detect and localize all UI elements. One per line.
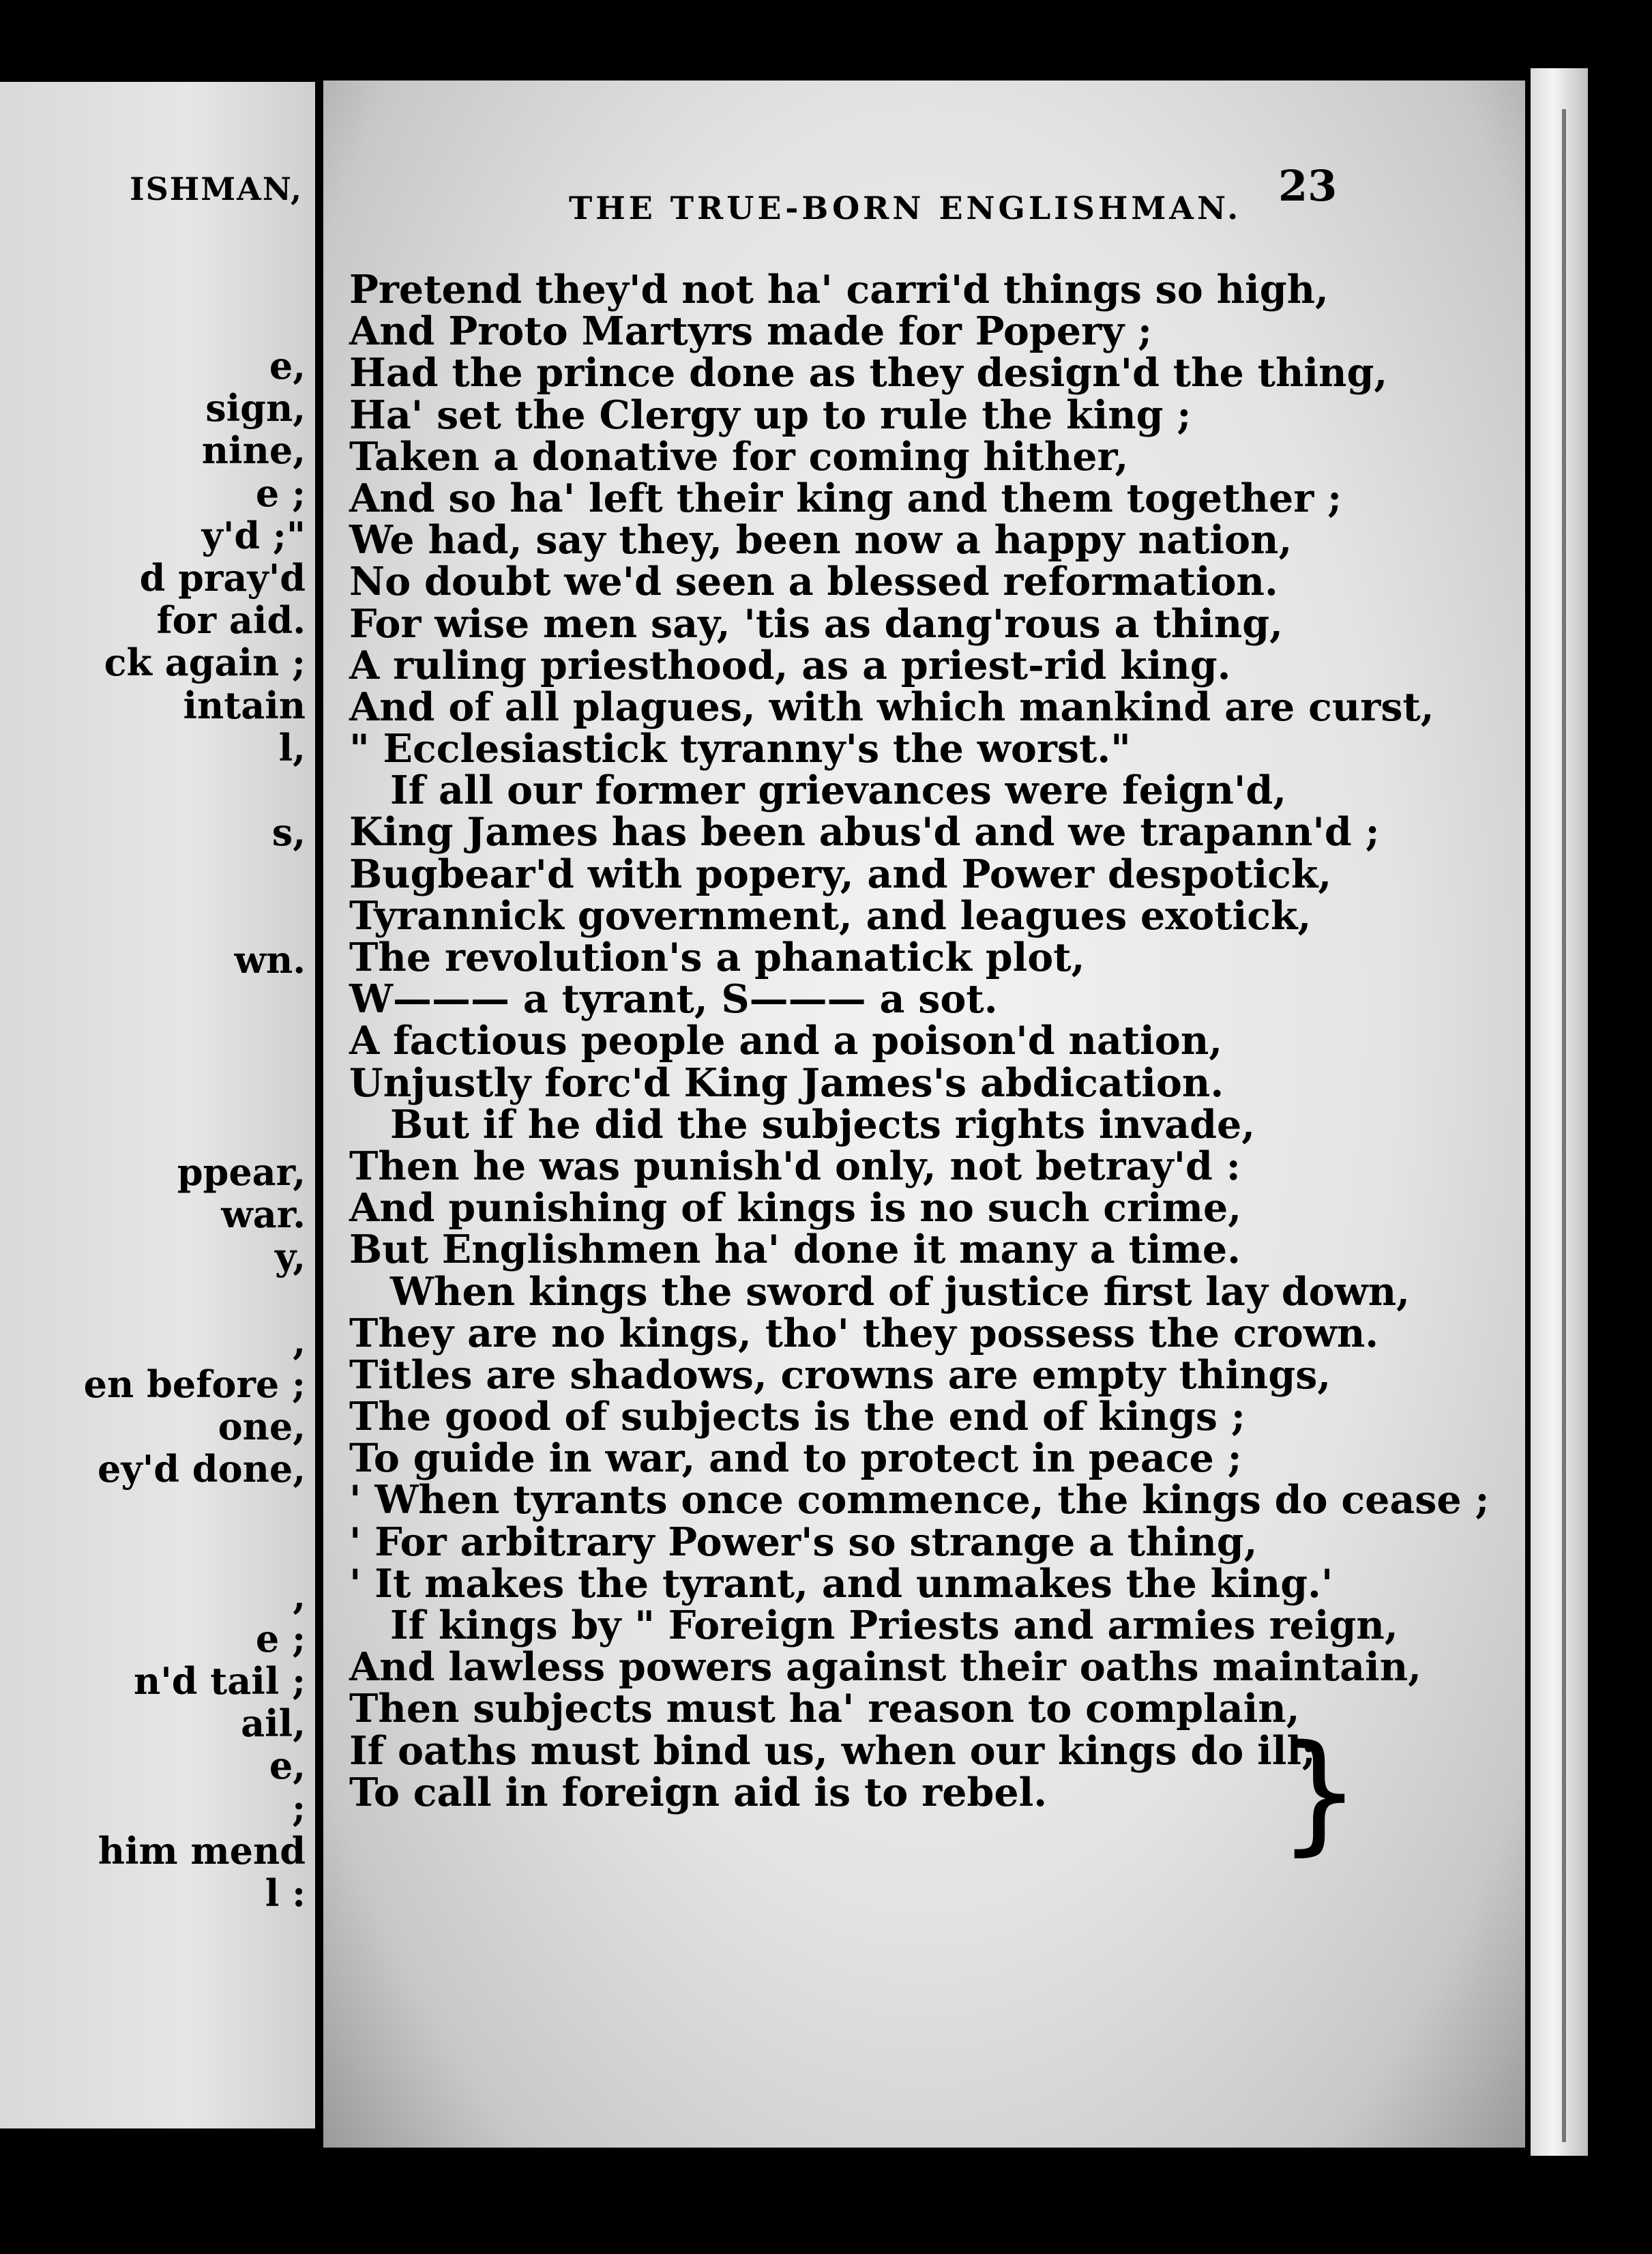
verse-line [84, 1023, 306, 1066]
verse-line: No doubt we'd seen a blessed reformation. [349, 559, 1278, 605]
verse-line: intain [183, 683, 306, 727]
verse-line: nine, [201, 428, 306, 473]
verse-line [84, 853, 306, 896]
verse-line [84, 1066, 306, 1108]
verse-line: ail, [241, 1701, 306, 1745]
running-head: THE TRUE-BORN ENGLISHMAN. [569, 190, 1242, 226]
verse-line [84, 1532, 306, 1575]
poem-verse [349, 269, 1490, 1813]
verse-line: Tyrannick government, and leagues exotick, [349, 892, 1312, 939]
verse-line: wn. [234, 937, 306, 982]
verse-line: King James has been abus'd and we trapann'd ; [349, 809, 1380, 855]
page-number: 23 [1278, 161, 1338, 211]
main-page [323, 80, 1525, 2148]
verse-line: And so ha' left their king and them together ; [349, 475, 1342, 521]
verse-line: Taken a donative for coming hither, [349, 433, 1129, 480]
verse-line: Unjustly forc'd King James's abdication. [349, 1059, 1224, 1106]
triplet-brace: } [1278, 1717, 1361, 1868]
verse-line: To call in foreign aid is to rebel. [349, 1769, 1048, 1815]
verse-line: one, [218, 1404, 306, 1448]
verse-line: him mend [98, 1828, 306, 1873]
verse-line: If all our former grievances were feign'd, [390, 767, 1287, 814]
verse-line: And lawless powers against their oaths maintain, [349, 1644, 1421, 1690]
verse-line: l, [278, 725, 306, 770]
book-gutter [315, 68, 323, 2149]
verse-line: And of all plagues, with which mankind are curst, [349, 684, 1434, 730]
verse-line: n'd tail ; [133, 1658, 306, 1703]
verse-line: e ; [255, 471, 306, 515]
verse-line: To guide in war, and to protect in peace ; [349, 1435, 1242, 1482]
verse-line: Then he was punish'd only, not betray'd : [349, 1143, 1241, 1189]
verse-line: y'd ;" [201, 513, 306, 557]
verse-line: A ruling priesthood, as a priest-rid king. [349, 642, 1231, 688]
verse-line: If oaths must bind us, when our kings do ill; [349, 1727, 1316, 1774]
page-edge-strip [1531, 68, 1588, 2156]
verse-line: ey'd done, [97, 1446, 306, 1491]
verse-line: If kings by " Foreign Priests and armies reign, [390, 1602, 1398, 1648]
verse-line: When kings the sword of justice first lay down, [390, 1268, 1411, 1315]
previous-page-verse [84, 345, 306, 1914]
previous-page-running-head: ISHMAN, [130, 171, 303, 207]
verse-line: ; [292, 1786, 306, 1830]
verse-line: d pray'd [139, 555, 306, 600]
verse-line: , [293, 1319, 306, 1364]
verse-line: e, [269, 344, 306, 387]
verse-line: But Englishmen ha' done it many a time. [349, 1227, 1241, 1273]
verse-line: The revolution's a phanatick plot, [349, 935, 1085, 980]
verse-line: Bugbear'd with popery, and Power despotick, [349, 851, 1332, 897]
verse-line: ' For arbitrary Power's so strange a thing, [349, 1519, 1258, 1565]
page-edge-line [1562, 109, 1566, 2142]
verse-line: ppear, [177, 1150, 306, 1194]
verse-line: Ha' set the Clergy up to rule the king ; [349, 392, 1192, 438]
verse-line [84, 981, 306, 1023]
verse-line: Had the prince done as they design'd the thing, [349, 350, 1388, 396]
verse-line [84, 769, 306, 811]
verse-line [84, 1278, 306, 1320]
verse-line: But if he did the subjects rights invade, [390, 1101, 1256, 1147]
verse-line: sign, [205, 386, 306, 430]
verse-line: , [293, 1574, 306, 1618]
verse-line: Then subjects must ha' reason to complain, [349, 1686, 1300, 1732]
verse-line: And punishing of kings is no such crime, [349, 1185, 1242, 1231]
verse-line: The good of subjects is the end of kings ; [349, 1394, 1245, 1440]
page-edge-shadow [1525, 68, 1531, 2169]
previous-page-fragment [0, 82, 315, 2128]
verse-line: e ; [255, 1616, 306, 1660]
verse-line: They are no kings, tho' they possess the crown. [349, 1310, 1379, 1356]
verse-line: for aid. [156, 598, 306, 643]
verse-line: y, [274, 1234, 306, 1278]
verse-line: Titles are shadows, crowns are empty things, [349, 1351, 1331, 1398]
verse-line: For wise men say, 'tis as dang'rous a thing, [349, 600, 1283, 647]
verse-line: W——— a tyrant, S——— a sot. [349, 976, 998, 1023]
verse-line: s, [271, 810, 306, 855]
verse-line: war. [221, 1192, 306, 1236]
verse-line: ck again ; [104, 641, 306, 685]
verse-line [84, 1490, 306, 1532]
verse-line: And Proto Martyrs made for Popery ; [349, 308, 1153, 355]
verse-line [84, 896, 306, 938]
verse-line: ' It makes the tyrant, and unmakes the king.' [349, 1560, 1333, 1607]
verse-line: " Ecclesiastick tyranny's the worst." [349, 726, 1131, 772]
verse-line: We had, say they, been now a happy nation, [349, 517, 1293, 564]
verse-line: l : [265, 1871, 306, 1915]
verse-line: ' When tyrants once commence, the kings do cease ; [349, 1477, 1490, 1523]
verse-line [84, 1108, 306, 1150]
verse-line: Pretend they'd not ha' carri'd things so high, [349, 267, 1329, 312]
verse-line: en before ; [83, 1362, 306, 1406]
verse-line: e, [269, 1744, 306, 1788]
verse-line: A factious people and a poison'd nation, [349, 1018, 1223, 1064]
